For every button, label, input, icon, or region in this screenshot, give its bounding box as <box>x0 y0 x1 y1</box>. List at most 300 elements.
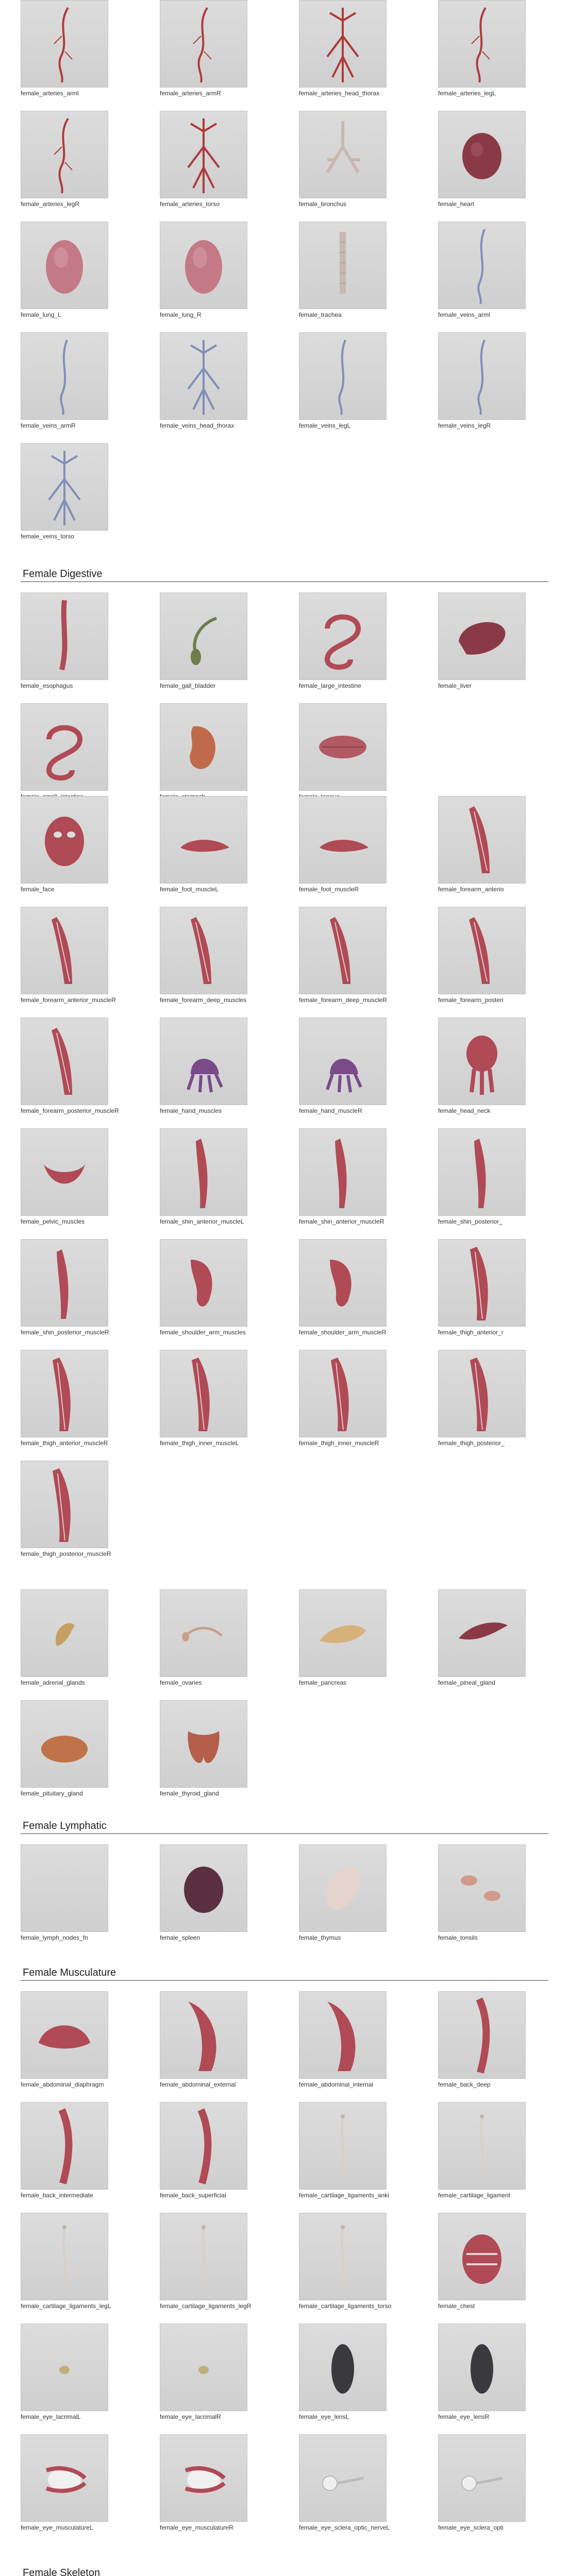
model-label[interactable]: female_heart <box>438 200 475 208</box>
forearm-muscle-icon <box>21 907 108 994</box>
model-label[interactable]: female_arteries_head_thorax <box>299 90 380 97</box>
model-thumbnail[interactable] <box>299 703 387 791</box>
model-label[interactable]: female_cartilage_ligaments_legR <box>160 2302 252 2310</box>
model-thumbnail[interactable] <box>438 1589 526 1677</box>
model-thumbnail[interactable] <box>438 2434 526 2522</box>
model-thumbnail[interactable] <box>299 1239 387 1327</box>
shin-muscle-icon <box>160 1128 247 1216</box>
model-label[interactable]: female_pelvic_muscles <box>21 1218 85 1225</box>
model-tile[interactable] <box>21 1700 113 1808</box>
model-thumbnail[interactable] <box>299 1018 387 1105</box>
model-tile[interactable] <box>299 1239 392 1347</box>
model-tile[interactable] <box>438 2213 531 2321</box>
model-label[interactable]: female_arteries_legR <box>21 200 80 208</box>
lung-icon <box>160 222 247 309</box>
model-label[interactable]: female_gall_bladder <box>160 682 216 689</box>
model-tile[interactable] <box>21 592 113 701</box>
model-thumbnail[interactable] <box>160 0 247 88</box>
model-thumbnail[interactable] <box>160 1018 247 1105</box>
cartilage-icon <box>438 2102 526 2190</box>
model-tile[interactable] <box>299 2324 392 2432</box>
model-tile[interactable] <box>160 1018 253 1126</box>
model-tile[interactable] <box>299 703 392 811</box>
model-label[interactable]: female_shin_anterior_muscleR <box>299 1218 384 1225</box>
model-tile[interactable] <box>21 111 113 219</box>
trachea-icon <box>299 222 387 309</box>
model-thumbnail[interactable] <box>299 907 387 994</box>
model-label[interactable]: female_face <box>21 886 55 893</box>
model-label[interactable]: female_arteries_legL <box>438 90 496 97</box>
gall-bladder-icon <box>160 592 247 680</box>
model-tile[interactable] <box>160 111 253 219</box>
model-tile[interactable] <box>438 1128 531 1236</box>
model-label[interactable]: female_large_intestine <box>299 682 361 689</box>
model-thumbnail[interactable] <box>438 907 526 994</box>
section-header <box>21 2566 548 2576</box>
eye-part-icon <box>160 2324 247 2411</box>
thyroid-gland-icon <box>160 1700 247 1788</box>
model-label[interactable]: female_lung_R <box>160 311 202 318</box>
model-tile[interactable] <box>299 907 392 1015</box>
section-header <box>21 567 548 582</box>
model-thumbnail[interactable] <box>21 222 108 309</box>
forearm-muscle-icon <box>438 907 526 994</box>
model-thumbnail[interactable] <box>21 907 108 994</box>
lymph-node-icon <box>21 1844 108 1932</box>
model-thumbnail[interactable] <box>21 1844 108 1932</box>
model-thumbnail[interactable] <box>160 1589 247 1677</box>
model-label[interactable]: female_veins_torso <box>21 533 75 540</box>
cartilage-icon <box>299 2213 387 2300</box>
model-label[interactable]: female_bronchus <box>299 200 347 208</box>
model-tile[interactable] <box>21 1844 113 1953</box>
model-thumbnail[interactable] <box>160 1844 247 1932</box>
model-thumbnail[interactable] <box>21 2434 108 2522</box>
model-thumbnail[interactable] <box>299 1844 387 1932</box>
model-label[interactable]: female_cartilage_ligaments_anki <box>299 2192 389 2199</box>
model-tile[interactable] <box>438 907 531 1015</box>
head-neck-icon <box>438 1018 526 1105</box>
model-tile[interactable] <box>438 796 531 904</box>
section-title: Female Skeleton <box>23 2567 101 2576</box>
model-thumbnail[interactable] <box>299 1991 387 2079</box>
model-label[interactable]: female_arteries_arml <box>21 90 79 97</box>
model-thumbnail[interactable] <box>160 1700 247 1788</box>
heart-icon <box>438 111 526 198</box>
model-label[interactable]: female_lung_L <box>21 311 61 318</box>
model-thumbnail[interactable] <box>438 332 526 420</box>
model-label[interactable]: female_trachea <box>299 311 342 318</box>
model-tile[interactable] <box>160 796 253 904</box>
vein-tree-icon <box>21 443 108 531</box>
model-label[interactable]: female_tonsils <box>438 1934 478 1941</box>
model-label[interactable]: female_thigh_anterior_r <box>438 1329 504 1336</box>
section-title: Female Musculature <box>23 1967 116 1978</box>
shin-muscle-icon <box>21 1239 108 1327</box>
model-tile[interactable] <box>21 2213 113 2321</box>
model-label[interactable]: female_eye_lacrimalR <box>160 2413 221 2420</box>
model-thumbnail[interactable] <box>160 222 247 309</box>
model-tile[interactable] <box>299 2213 392 2321</box>
model-thumbnail[interactable] <box>21 1239 108 1327</box>
model-tile[interactable] <box>21 796 113 904</box>
model-thumbnail[interactable] <box>438 796 526 884</box>
model-label[interactable]: female_liver <box>438 682 472 689</box>
forearm-muscle-icon <box>438 796 526 884</box>
model-label[interactable]: female_back_deep <box>438 2081 491 2088</box>
model-label[interactable]: female_veins_armR <box>21 422 76 429</box>
model-thumbnail[interactable] <box>160 2324 247 2411</box>
model-label[interactable]: female_head_neck <box>438 1107 491 1114</box>
abdominal-muscle-icon <box>299 1991 387 2079</box>
eye-part-icon <box>21 2324 108 2411</box>
model-label[interactable]: female_veins_legR <box>438 422 491 429</box>
model-label[interactable]: female_abdominal_external <box>160 2081 236 2088</box>
model-tile[interactable] <box>21 907 116 1015</box>
model-label[interactable]: female_eye_sclera_opti <box>438 2524 504 2531</box>
model-tile[interactable] <box>160 0 253 108</box>
model-label[interactable]: female_cartilage_ligaments_torso <box>299 2302 392 2310</box>
model-label[interactable]: female_ovaries <box>160 1679 202 1686</box>
artery-tree-icon <box>160 111 247 198</box>
model-thumbnail[interactable] <box>160 2213 247 2300</box>
model-label[interactable]: female_hand_muscleR <box>299 1107 362 1114</box>
model-thumbnail[interactable] <box>21 1350 108 1437</box>
model-label[interactable]: female_forearm_posteri <box>438 996 504 1004</box>
model-label[interactable]: female_forearm_posterior_muscleR <box>21 1107 119 1114</box>
model-tile[interactable] <box>438 1991 531 2099</box>
model-tile[interactable] <box>438 1844 531 1953</box>
lung-icon <box>21 222 108 309</box>
model-thumbnail[interactable] <box>160 1991 247 2079</box>
artery-icon <box>438 0 526 88</box>
section-header <box>21 1819 548 1834</box>
thigh-muscle-icon <box>438 1350 526 1437</box>
model-tile[interactable] <box>21 1239 113 1347</box>
model-label[interactable]: female_forearm_deep_muscles <box>160 996 247 1004</box>
model-thumbnail[interactable] <box>21 2213 108 2300</box>
model-label[interactable]: female_eye_lacrimalL <box>21 2413 81 2420</box>
model-tile[interactable] <box>160 1844 253 1953</box>
model-label[interactable]: female_arteries_torso <box>160 200 220 208</box>
model-thumbnail[interactable] <box>21 592 108 680</box>
model-label[interactable]: female_veins_arml <box>438 311 490 318</box>
model-thumbnail[interactable] <box>438 1844 526 1932</box>
pancreas-icon <box>299 1589 387 1677</box>
model-tile[interactable] <box>160 703 253 811</box>
model-label[interactable]: female_eye_lensL <box>299 2413 349 2420</box>
model-tile[interactable] <box>438 1239 531 1347</box>
abdominal-muscle-icon <box>160 1991 247 2079</box>
model-tile[interactable] <box>21 1589 113 1698</box>
model-label[interactable]: female_thyroid_gland <box>160 1790 219 1797</box>
model-label[interactable]: female_thymus <box>299 1934 341 1941</box>
model-thumbnail[interactable] <box>160 796 247 884</box>
model-tile[interactable] <box>160 2102 253 2210</box>
model-tile[interactable] <box>299 1018 392 1126</box>
thigh-muscle-icon <box>160 1350 247 1437</box>
model-label[interactable]: female_foot_muscleL <box>160 886 219 893</box>
chest-muscle-icon <box>438 2213 526 2300</box>
model-label[interactable]: female_thigh_inner_muscleR <box>299 1439 379 1447</box>
model-tile[interactable] <box>438 1018 531 1126</box>
pituitary-gland-icon <box>21 1700 108 1788</box>
model-thumbnail[interactable] <box>438 222 526 309</box>
model-tile[interactable] <box>160 1350 253 1458</box>
model-tile[interactable] <box>438 1589 531 1698</box>
model-tile[interactable] <box>160 1239 253 1347</box>
model-label[interactable]: female_forearm_anterio <box>438 886 504 893</box>
model-label[interactable]: female_spleen <box>160 1934 200 1941</box>
model-thumbnail[interactable] <box>21 443 108 531</box>
section-title: Female Digestive <box>23 568 103 580</box>
model-tile[interactable] <box>160 907 253 1015</box>
model-tile[interactable] <box>160 332 253 440</box>
thymus-icon <box>299 1844 387 1932</box>
model-tile[interactable] <box>160 1128 253 1236</box>
model-thumbnail[interactable] <box>438 1350 526 1437</box>
model-label[interactable]: female_veins_legL <box>299 422 351 429</box>
tongue-icon <box>299 703 387 791</box>
model-tile[interactable] <box>438 111 531 219</box>
model-label[interactable]: female_abdominal_diaphragm <box>21 2081 104 2088</box>
model-label[interactable]: female_forearm_anterior_muscleR <box>21 996 116 1004</box>
model-label[interactable]: female_abdominal_internal <box>299 2081 374 2088</box>
tonsils-icon <box>438 1844 526 1932</box>
model-thumbnail[interactable] <box>299 332 387 420</box>
model-thumbnail[interactable] <box>299 796 387 884</box>
model-tile[interactable] <box>299 1128 392 1236</box>
model-tile[interactable] <box>21 1461 113 1569</box>
model-thumbnail[interactable] <box>299 2102 387 2190</box>
model-thumbnail[interactable] <box>160 1128 247 1216</box>
model-label[interactable]: female_shin_anterior_muscleL <box>160 1218 244 1225</box>
model-tile[interactable] <box>160 2213 253 2321</box>
model-tile[interactable] <box>160 2324 253 2432</box>
model-label[interactable]: female_shin_posterior_ <box>438 1218 503 1225</box>
model-thumbnail[interactable] <box>438 1239 526 1327</box>
model-tile[interactable] <box>438 2434 531 2543</box>
model-thumbnail[interactable] <box>21 2324 108 2411</box>
model-thumbnail[interactable] <box>160 2434 247 2522</box>
model-label[interactable]: female_eye_musculatureL <box>21 2524 93 2531</box>
eye-lens-icon <box>299 2324 387 2411</box>
adrenal-gland-icon <box>21 1589 108 1677</box>
model-tile[interactable] <box>438 0 531 108</box>
model-tile[interactable] <box>160 592 253 701</box>
model-tile[interactable] <box>438 222 531 330</box>
thigh-muscle-icon <box>299 1350 387 1437</box>
model-tile[interactable] <box>299 111 392 219</box>
model-tile[interactable] <box>438 2102 531 2210</box>
model-tile[interactable] <box>299 796 392 904</box>
model-thumbnail[interactable] <box>21 1461 108 1548</box>
model-thumbnail[interactable] <box>21 2102 108 2190</box>
model-thumbnail[interactable] <box>299 1350 387 1437</box>
thigh-muscle-icon <box>21 1350 108 1437</box>
thigh-muscle-icon <box>21 1461 108 1548</box>
model-thumbnail[interactable] <box>21 332 108 420</box>
model-thumbnail[interactable] <box>438 1018 526 1105</box>
model-tile[interactable] <box>160 1589 253 1698</box>
model-thumbnail[interactable] <box>299 592 387 680</box>
model-tile[interactable] <box>21 222 113 330</box>
model-label[interactable]: female_cartilage_ligaments_legL <box>21 2302 111 2310</box>
model-thumbnail[interactable] <box>438 2213 526 2300</box>
model-tile[interactable] <box>299 1589 392 1698</box>
model-tile[interactable] <box>438 2324 531 2432</box>
model-tile[interactable] <box>299 592 392 701</box>
model-thumbnail[interactable] <box>160 2102 247 2190</box>
model-label[interactable]: female_shoulder_arm_muscles <box>160 1329 246 1336</box>
model-thumbnail[interactable] <box>160 907 247 994</box>
model-tile[interactable] <box>299 332 392 440</box>
model-label[interactable]: female_pineal_gland <box>438 1679 495 1686</box>
back-muscle-icon <box>438 1991 526 2079</box>
model-thumbnail[interactable] <box>21 1991 108 2079</box>
thigh-muscle-icon <box>438 1239 526 1327</box>
model-tile[interactable] <box>438 592 531 701</box>
model-thumbnail[interactable] <box>299 2434 387 2522</box>
model-label[interactable]: female_veins_head_thorax <box>160 422 235 429</box>
forearm-muscle-icon <box>299 907 387 994</box>
model-label[interactable]: female_pituitary_gland <box>21 1790 83 1797</box>
model-label[interactable]: female_arteries_armR <box>160 90 221 97</box>
model-label[interactable]: female_thigh_anterior_muscleR <box>21 1439 108 1447</box>
model-thumbnail[interactable] <box>21 1700 108 1788</box>
model-tile[interactable] <box>21 1350 113 1458</box>
foot-muscle-icon <box>299 796 387 884</box>
model-label[interactable]: female_thigh_inner_muscleL <box>160 1439 239 1447</box>
model-label[interactable]: female_eye_sclera_optic_nerveL <box>299 2524 390 2531</box>
model-thumbnail[interactable] <box>438 111 526 198</box>
model-tile[interactable] <box>21 1128 113 1236</box>
model-thumbnail[interactable] <box>438 1991 526 2079</box>
back-muscle-icon <box>160 2102 247 2190</box>
model-label[interactable]: female_esophagus <box>21 682 73 689</box>
model-thumbnail[interactable] <box>438 592 526 680</box>
model-thumbnail[interactable] <box>160 1239 247 1327</box>
model-thumbnail[interactable] <box>21 1018 108 1105</box>
artery-tree-icon <box>299 0 387 88</box>
section-header <box>21 1965 548 1981</box>
model-thumbnail[interactable] <box>438 1128 526 1216</box>
model-tile[interactable] <box>21 2324 113 2432</box>
hand-muscle-icon <box>160 1018 247 1105</box>
model-thumbnail[interactable] <box>160 332 247 420</box>
model-thumbnail[interactable] <box>160 111 247 198</box>
model-thumbnail[interactable] <box>21 703 108 791</box>
optic-nerve-icon <box>299 2434 387 2522</box>
pineal-gland-icon <box>438 1589 526 1677</box>
model-tile[interactable] <box>299 1991 392 2099</box>
pelvic-muscle-icon <box>21 1128 108 1216</box>
model-thumbnail[interactable] <box>438 2102 526 2190</box>
model-tile[interactable] <box>21 0 113 108</box>
model-thumbnail[interactable] <box>438 2324 526 2411</box>
model-tile[interactable] <box>21 332 113 440</box>
model-tile[interactable] <box>21 1018 119 1126</box>
model-tile[interactable] <box>299 1844 392 1953</box>
model-thumbnail[interactable] <box>21 1128 108 1216</box>
vein-icon <box>438 222 526 309</box>
model-tile[interactable] <box>299 222 392 330</box>
model-tile[interactable] <box>160 222 253 330</box>
model-tile[interactable] <box>21 703 113 811</box>
model-label[interactable]: female_shoulder_arm_muscleR <box>299 1329 387 1336</box>
model-tile[interactable] <box>438 1350 531 1458</box>
model-thumbnail[interactable] <box>299 2213 387 2300</box>
model-tile[interactable] <box>299 0 392 108</box>
ovaries-icon <box>160 1589 247 1677</box>
model-tile[interactable] <box>299 1350 392 1458</box>
model-label[interactable]: female_forearm_deep_muscleR <box>299 996 387 1004</box>
model-tile[interactable] <box>160 2434 253 2543</box>
model-label[interactable]: female_thigh_posterior_muscleR <box>21 1550 111 1557</box>
eye-muscle-icon <box>21 2434 108 2522</box>
model-label[interactable]: female_back_superficial <box>160 2192 226 2199</box>
model-thumbnail[interactable] <box>299 1128 387 1216</box>
model-thumbnail[interactable] <box>21 111 108 198</box>
model-label[interactable]: female_eye_musculatureR <box>160 2524 233 2531</box>
model-tile[interactable] <box>21 2102 113 2210</box>
model-tile[interactable] <box>160 1700 253 1808</box>
model-tile[interactable] <box>438 332 531 440</box>
model-thumbnail[interactable] <box>160 592 247 680</box>
model-thumbnail[interactable] <box>438 0 526 88</box>
model-thumbnail[interactable] <box>299 222 387 309</box>
model-thumbnail[interactable] <box>21 1589 108 1677</box>
vein-icon <box>21 332 108 420</box>
diaphragm-icon <box>21 1991 108 2079</box>
stomach-icon <box>160 703 247 791</box>
model-label[interactable]: female_foot_muscleR <box>299 886 359 893</box>
model-thumbnail[interactable] <box>21 0 108 88</box>
model-thumbnail[interactable] <box>21 796 108 884</box>
model-tile[interactable] <box>21 2434 113 2543</box>
model-label[interactable]: female_eye_lensR <box>438 2413 490 2420</box>
model-label[interactable]: female_pancreas <box>299 1679 347 1686</box>
model-thumbnail[interactable] <box>299 111 387 198</box>
model-label[interactable]: female_back_intermediate <box>21 2192 93 2199</box>
model-tile[interactable] <box>299 2102 392 2210</box>
model-label[interactable]: female_lymph_nodes_fn <box>21 1934 88 1941</box>
intestine-icon <box>21 703 108 791</box>
model-thumbnail[interactable] <box>160 1350 247 1437</box>
model-label[interactable]: female_thigh_posterior_ <box>438 1439 505 1447</box>
model-thumbnail[interactable] <box>299 2324 387 2411</box>
model-thumbnail[interactable] <box>160 703 247 791</box>
model-label[interactable]: female_chest <box>438 2302 475 2310</box>
model-tile[interactable] <box>21 443 113 551</box>
model-label[interactable]: female_shin_posterior_muscleR <box>21 1329 109 1336</box>
model-tile[interactable] <box>160 1991 253 2099</box>
model-label[interactable]: female_hand_muscles <box>160 1107 222 1114</box>
shin-muscle-icon <box>438 1128 526 1216</box>
model-thumbnail[interactable] <box>299 0 387 88</box>
model-thumbnail[interactable] <box>299 1589 387 1677</box>
artery-icon <box>160 0 247 88</box>
model-label[interactable]: female_cartilage_ligament <box>438 2192 511 2199</box>
cartilage-icon <box>160 2213 247 2300</box>
model-tile[interactable] <box>21 1991 113 2099</box>
artery-icon <box>21 0 108 88</box>
vein-tree-icon <box>160 332 247 420</box>
model-tile[interactable] <box>299 2434 392 2543</box>
model-label[interactable]: female_adrenal_glands <box>21 1679 85 1686</box>
section-title: Female Lymphatic <box>23 1820 107 1832</box>
liver-icon <box>438 592 526 680</box>
